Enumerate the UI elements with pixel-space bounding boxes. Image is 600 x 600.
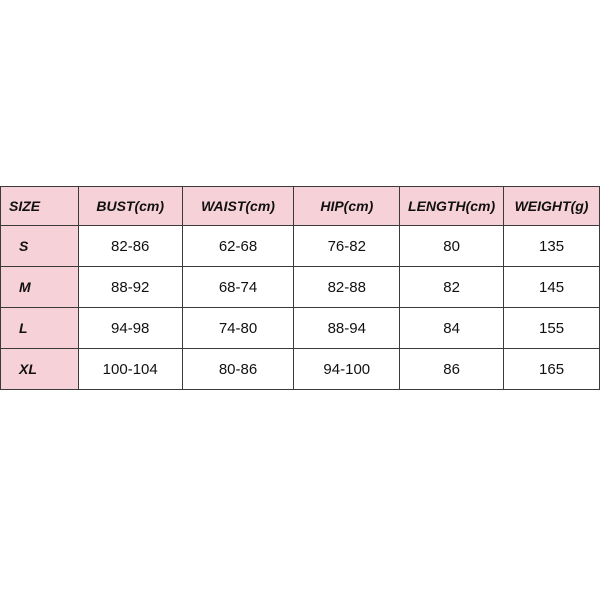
hip-value: 88-94 (294, 308, 400, 349)
table-row (1, 349, 600, 390)
header-weight: WEIGHT(g) (504, 187, 600, 226)
waist-value: 68-74 (182, 267, 294, 308)
bust-value: 100-104 (78, 349, 182, 390)
header-row (1, 187, 600, 226)
size-chart-table (0, 186, 600, 390)
header-size: SIZE (1, 187, 79, 226)
size-chart-header (1, 187, 600, 226)
hip-value: 94-100 (294, 349, 400, 390)
header-bust: BUST(cm) (78, 187, 182, 226)
header-hip: HIP(cm) (294, 187, 400, 226)
weight-value: 165 (504, 349, 600, 390)
table-row (1, 308, 600, 349)
bust-value: 88-92 (78, 267, 182, 308)
waist-value: 62-68 (182, 226, 294, 267)
length-value: 86 (400, 349, 504, 390)
waist-value: 80-86 (182, 349, 294, 390)
length-value: 82 (400, 267, 504, 308)
weight-value: 135 (504, 226, 600, 267)
hip-value: 82-88 (294, 267, 400, 308)
bust-value: 94-98 (78, 308, 182, 349)
waist-value: 74-80 (182, 308, 294, 349)
size-label: S (1, 226, 79, 267)
size-label: L (1, 308, 79, 349)
table-row (1, 267, 600, 308)
size-chart-body (1, 226, 600, 390)
weight-value: 145 (504, 267, 600, 308)
size-label: M (1, 267, 79, 308)
hip-value: 76-82 (294, 226, 400, 267)
bust-value: 82-86 (78, 226, 182, 267)
header-waist: WAIST(cm) (182, 187, 294, 226)
length-value: 80 (400, 226, 504, 267)
table-row (1, 226, 600, 267)
weight-value: 155 (504, 308, 600, 349)
header-length: LENGTH(cm) (400, 187, 504, 226)
length-value: 84 (400, 308, 504, 349)
size-label: XL (1, 349, 79, 390)
